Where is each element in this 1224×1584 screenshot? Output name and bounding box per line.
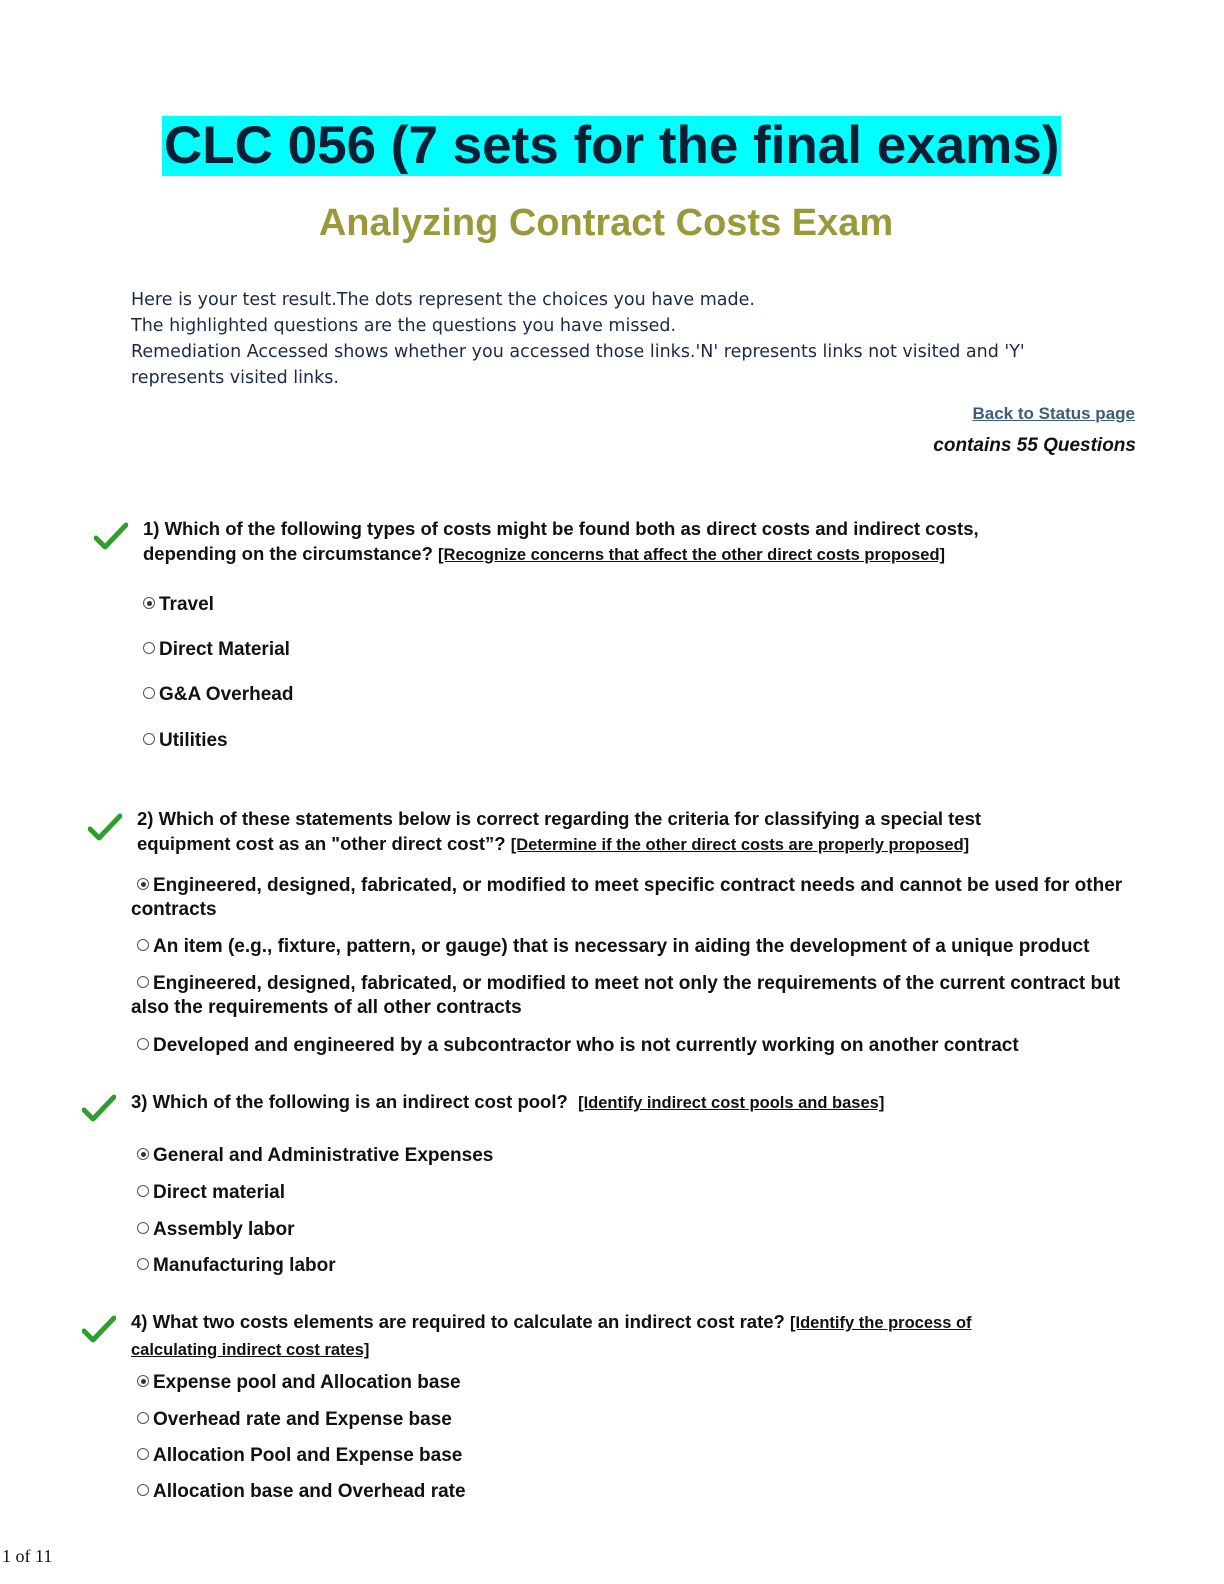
q2-option-2[interactable]: An item (e.g., fixture, pattern, or gauge) that is necessary in aiding the development of a unique product [137, 935, 1137, 959]
radio-selected[interactable] [137, 1148, 149, 1160]
q1-option-1[interactable]: Travel [143, 593, 214, 617]
back-to-status-link[interactable]: Back to Status page [972, 404, 1135, 423]
question-2-topic-link[interactable]: [Determine if the other direct costs are properly proposed] [510, 836, 970, 854]
question-3-text: 3) Which of the following is an indirect cost pool? [131, 1091, 568, 1112]
intro-line-2: The highlighted questions are the questions you have missed. [131, 316, 677, 336]
radio-empty[interactable] [137, 1222, 149, 1234]
q2-option-1[interactable]: Engineered, designed, fabricated, or modified to meet specific contract needs and cannot be used for other contracts [131, 875, 1123, 920]
question-4 [131, 1309, 1041, 1363]
radio-selected[interactable] [137, 878, 149, 890]
q2-option-3[interactable]: Engineered, designed, fabricated, or modified to meet not only the requirements of the current contract but also the requirements of all other contracts [131, 973, 1121, 1018]
radio-empty[interactable] [137, 976, 149, 988]
question-4-topic-link[interactable]: [Identify the process of calculating indirect cost rates] [131, 1314, 972, 1359]
radio-empty[interactable] [137, 1484, 149, 1496]
q3-option-4[interactable]: Manufacturing labor [137, 1254, 336, 1278]
question-4-text: 4) What two costs elements are required to calculate an indirect cost rate? [131, 1311, 785, 1332]
q1-option-2[interactable]: Direct Material [143, 638, 290, 662]
question-2 [137, 806, 1057, 858]
q4-option-1[interactable]: Expense pool and Allocation base [137, 1371, 461, 1395]
exam-subtitle: Analyzing Contract Costs Exam [318, 202, 894, 244]
check-mark-icon [88, 813, 122, 843]
question-1-text: 1) Which of the following types of costs might be found both as direct costs and indirect costs, depending on the circumstance? [143, 518, 979, 564]
radio-empty[interactable] [137, 939, 149, 951]
question-2-text: 2) Which of these statements below is correct regarding the criteria for classifying a special test equipment cost as an "other direct cost”? [137, 808, 982, 854]
question-1 [143, 516, 1063, 568]
document-title: CLC 056 (7 sets for the final exams) [164, 116, 1060, 175]
q3-option-2[interactable]: Direct material [137, 1181, 285, 1205]
intro-line-1: Here is your test result.The dots represent the choices you have made. [131, 290, 755, 310]
radio-selected[interactable] [137, 1375, 149, 1387]
radio-empty[interactable] [137, 1412, 149, 1424]
intro-line-3: Remediation Accessed shows whether you accessed those links.'N' represents links not visited and 'Y' represents visited links. [131, 342, 1025, 388]
q4-option-2[interactable]: Overhead rate and Expense base [137, 1408, 452, 1432]
q3-option-3[interactable]: Assembly labor [137, 1218, 295, 1242]
radio-selected[interactable] [143, 597, 155, 609]
radio-empty[interactable] [137, 1038, 149, 1050]
radio-empty[interactable] [143, 642, 155, 654]
radio-empty[interactable] [137, 1185, 149, 1197]
question-1-topic-link[interactable]: [Recognize concerns that affect the other direct costs proposed] [438, 546, 946, 564]
q3-option-1[interactable]: General and Administrative Expenses [137, 1144, 493, 1168]
q1-option-3[interactable]: G&A Overhead [143, 683, 293, 707]
q2-option-4[interactable]: Developed and engineered by a subcontractor who is not currently working on another contract [137, 1034, 1137, 1058]
q4-option-4[interactable]: Allocation base and Overhead rate [137, 1480, 466, 1504]
question-3 [131, 1089, 1131, 1116]
radio-empty[interactable] [137, 1448, 149, 1460]
q4-option-3[interactable]: Allocation Pool and Expense base [137, 1444, 462, 1468]
radio-empty[interactable] [143, 733, 155, 745]
radio-empty[interactable] [143, 687, 155, 699]
q1-option-4[interactable]: Utilities [143, 729, 228, 753]
page-number: 1 of 11 [2, 1546, 53, 1566]
check-mark-icon [82, 1315, 116, 1345]
radio-empty[interactable] [137, 1258, 149, 1270]
question-3-topic-link[interactable]: [Identify indirect cost pools and bases] [578, 1094, 885, 1112]
question-count: contains 55 Questions [933, 435, 1136, 456]
check-mark-icon [82, 1094, 116, 1124]
check-mark-icon [94, 522, 128, 552]
